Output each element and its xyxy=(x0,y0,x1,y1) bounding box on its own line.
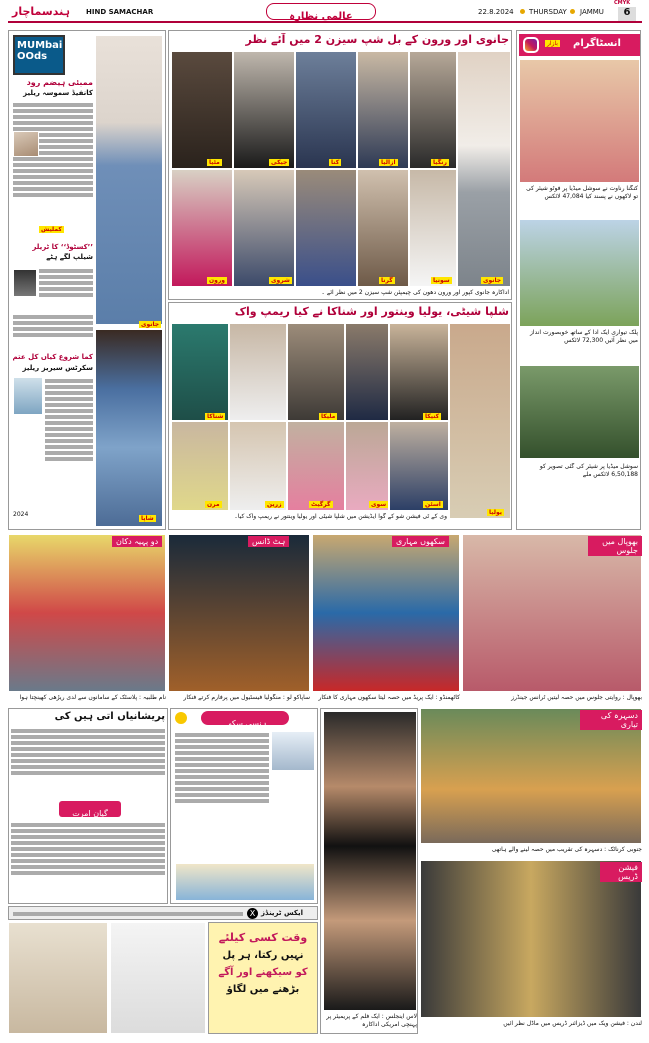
tab-row2-1: ہٹ ڈانس xyxy=(248,536,289,547)
cartoon-couple xyxy=(175,863,315,901)
label-ramp-6: گرگیٹ xyxy=(311,501,331,508)
gyan-badge xyxy=(59,801,121,817)
label-center-top-2: جیکی xyxy=(271,159,288,166)
story3-title: کما شروع کیاں کل عتم xyxy=(13,353,93,361)
label-ramp-3: یولیا xyxy=(489,509,502,516)
masthead-urdu: ہندسماچار xyxy=(12,5,71,18)
row2-caption-1: ساپاکو لو : منگولیا فیسٹیول میں پرفارم کرتے فنکار xyxy=(183,694,310,701)
label-ramp-5: زرین xyxy=(267,501,282,508)
cmyk-mark: CMYK xyxy=(614,0,631,6)
story3-text xyxy=(45,377,93,527)
label-ramp-2: کنیکا xyxy=(425,413,440,420)
label-center-top-9: ازالیا xyxy=(381,159,396,166)
photo-grid-5 xyxy=(409,51,457,169)
cartoon-police xyxy=(271,731,315,771)
fashion-block xyxy=(420,860,642,1034)
label-center-top-5: گرنا xyxy=(381,277,393,284)
page-number: 6 xyxy=(618,7,636,21)
photo-grid-2 xyxy=(233,51,295,169)
photo-palak xyxy=(519,219,640,327)
photo-ramp-10 xyxy=(389,421,449,511)
x-trends-title: ایکس ٹرینڈز xyxy=(261,909,303,917)
center-mid-headline: شلپا شیٹی، یولیا وینتور اور شناکا نے کیا ریمپ واک xyxy=(234,305,509,318)
instagram-caption-1: کنگنا رناوت نے سوشل میڈیا پر فوٹو شیئر کی تو لاکھوں نے پسند کیا 47,084 لائکس xyxy=(526,185,638,200)
photo-kamlesh xyxy=(13,131,39,157)
label-ramp-0: شناکا xyxy=(207,413,224,420)
photo-cart xyxy=(8,534,166,692)
photo-ramp-2 xyxy=(229,323,287,421)
center-top-block xyxy=(168,30,512,300)
mumbai-tagline: ممبئی ہیضم رود xyxy=(26,78,93,87)
photo-janhvi-big xyxy=(457,51,511,287)
bottom-left-headline: پریشانیاں آتی ہیں کی xyxy=(54,711,165,722)
instagram-tag: بازار xyxy=(547,40,558,47)
story3-intro xyxy=(13,313,93,349)
tab-row2-3: بھوپال میں جلوس xyxy=(588,536,642,556)
photo-gold-dress xyxy=(420,860,642,1018)
mumbai-logo xyxy=(13,35,65,75)
photo-dancers xyxy=(168,534,310,692)
story2-kicker: ’’کسٹوڈ‘‘ کا ٹریلر xyxy=(32,243,93,251)
cartoon-landmine xyxy=(8,922,108,1034)
x-trends-text xyxy=(13,912,243,916)
label-center-top-6: سونیا xyxy=(433,277,450,284)
label-center-top-3: کنا xyxy=(331,159,340,166)
fashion-caption: لندن : فیشن ویک میں ڈیزائنر ڈریس میں ماڈل نظر آئیں xyxy=(503,1020,642,1027)
jokes-header xyxy=(201,711,289,728)
label-center-top-4: شروی xyxy=(271,277,290,284)
x-trends-bar xyxy=(8,906,318,920)
label-janhvi: جانوی xyxy=(141,321,160,328)
quote-line-3: کو سیکھنے اور آگے xyxy=(218,967,308,978)
quote-line-4: بڑھنے میں لگاؤ xyxy=(226,984,300,995)
x-icon: X xyxy=(247,908,258,919)
jokes-text xyxy=(175,731,269,881)
label-center-top-1: مٹیا xyxy=(209,159,220,166)
photo-custody xyxy=(13,269,37,297)
masthead-english: HIND SAMACHAR xyxy=(86,8,154,16)
label-center-top-7: رنگیا xyxy=(433,159,447,166)
photo-grid-1 xyxy=(171,51,233,169)
photo-ramp-8 xyxy=(287,421,345,511)
label-center-top-0: جانوی xyxy=(483,277,502,284)
dussehra-tab: دسہرہ کی تیاری xyxy=(580,710,642,730)
tab-row2-0: دو پہیہ دکان xyxy=(112,536,162,547)
photo-janhvi-full xyxy=(95,35,163,325)
photo-grid-6 xyxy=(171,169,233,287)
photo-grid-3 xyxy=(295,51,357,169)
photo-black-dress xyxy=(323,711,417,1011)
instagram-header xyxy=(519,34,640,56)
bottom-left-text xyxy=(11,727,165,797)
center-top-caption: اداکارہ جانوی کپور اور ورون دھون کی چیمپئن شپ سیزن 2 میں نظر آئے ۔ xyxy=(321,289,509,296)
photo-mask xyxy=(312,534,460,692)
tab-row2-2: سکھوں مہاری xyxy=(392,536,449,547)
photo-ramp-1 xyxy=(171,323,229,421)
story2-title: شیلپ لگے ہٹے xyxy=(46,253,93,261)
center-mid-caption: وی کے ٹی فیشن شو کے گوا ایڈیشن میں شلپا شیٹی اور یولیا وینتور نے ریمپ واک کیا۔ xyxy=(234,513,447,520)
label-kamlesh: کملیش xyxy=(41,226,62,233)
photo-yulia xyxy=(449,323,511,519)
photo-ramp-6 xyxy=(171,421,229,511)
bottom-left-block xyxy=(8,708,168,904)
row2-caption-3: بھوپال : روایتی جلوس میں حصہ لیتیں ٹرانس جینڈرز xyxy=(511,694,642,701)
city-text: JAMMU xyxy=(580,8,604,16)
photo-ramp-3 xyxy=(287,323,345,421)
label-ramp-7: سوی xyxy=(371,501,387,508)
story3-date: 2024 xyxy=(13,511,29,518)
dress-caption: لاس اینجلس : ایک فلم کے پریمیئر پر پہنچی امریکی اداکارہ xyxy=(326,1013,417,1028)
dussehra-block xyxy=(420,708,642,858)
jokes-block xyxy=(170,708,318,904)
instagram-column xyxy=(516,30,641,530)
photo-grid-10 xyxy=(409,169,457,287)
row2-block xyxy=(8,534,642,706)
dussehra-caption: جنوبی کرناٹک : دسہرہ کی تقریب میں حصہ لینے والے ہاتھی xyxy=(491,846,642,853)
mumbai-logo-line2: OOds xyxy=(17,51,48,62)
date-text: 22.8.2024 xyxy=(478,8,514,16)
dress-block xyxy=(320,708,418,1034)
photo-ramp-7 xyxy=(229,421,287,511)
jokes-title: ہنسی سکھے xyxy=(223,719,267,728)
row2-caption-2: کاٹھمنڈو : ایک پریڈ میں حصہ لیتا سکھوں مہاری کا فنکار xyxy=(318,694,460,701)
photo-grid-4 xyxy=(357,51,409,169)
label-center-top-8: ورون xyxy=(209,277,226,284)
dot-icon xyxy=(570,9,575,14)
row2-caption-0: نام طلبیہ : پلاسٹک کے سامانوں سے لدی ریڑھی کھینچتا ہوا xyxy=(19,694,166,701)
photo-grid-9 xyxy=(357,169,409,287)
mumbai-column xyxy=(8,30,166,530)
photo-poster xyxy=(13,377,43,415)
center-top-headline: جانوی اور ورون کے بل شپ سیزن 2 میں آئے نظر xyxy=(245,33,509,46)
photo-forest xyxy=(519,365,640,459)
instagram-caption-3: سوشل میڈیا پر شیئر کی گئی تصویر کو 6,50,188 لائکس ملے xyxy=(539,463,638,478)
story1-title: کانفیڈ سموسہ ریلیز xyxy=(23,89,93,97)
story1-text xyxy=(13,101,93,221)
instagram-title: انسٹاگرام xyxy=(573,38,621,49)
cartoon-sketch xyxy=(110,922,206,1034)
photo-procession xyxy=(462,534,642,692)
gyan-title: گیان امرت xyxy=(72,809,108,818)
fashion-tab: فیشن ڈریس xyxy=(600,862,642,882)
photo-ramp-5 xyxy=(389,323,449,421)
photo-kangana xyxy=(519,59,640,183)
gyan-text xyxy=(11,821,165,901)
day-text: THURSDAY xyxy=(529,8,567,16)
photo-shilpa-saree xyxy=(95,329,163,527)
dot-icon xyxy=(520,9,525,14)
photo-grid-7 xyxy=(233,169,295,287)
smiley-icon xyxy=(175,712,187,724)
photo-ramp-9 xyxy=(345,421,389,511)
label-ramp-4: مرن xyxy=(207,501,220,508)
photo-ramp-4 xyxy=(345,323,389,421)
instagram-icon xyxy=(523,37,539,53)
section-title-text: عالمی نظارہ xyxy=(289,11,353,22)
center-mid-block xyxy=(168,302,512,530)
photo-grid-8 xyxy=(295,169,357,287)
label-ramp-1: ملیکا xyxy=(321,413,336,420)
quote-line-1: وقت کسی کیلئے xyxy=(218,931,308,944)
section-title xyxy=(266,3,376,20)
story2-text xyxy=(39,267,93,307)
label-ramp-8: آسٹن xyxy=(425,501,441,508)
instagram-caption-2: پلک تیواری ایک ادا کے ساتھ خوبصورت انداز میں نظر آئیں 72,300 لائکس xyxy=(530,329,638,344)
mumbai-logo-line1: MUMbai xyxy=(17,40,63,51)
label-shilpa: شاپا xyxy=(141,515,154,522)
header-bar xyxy=(8,0,642,23)
quote-line-2: نہیں رکتا، ہر پل xyxy=(222,950,304,961)
quote-box xyxy=(208,922,318,1034)
story3-sub: سکرٹس سیریز ریلیز xyxy=(22,364,93,372)
